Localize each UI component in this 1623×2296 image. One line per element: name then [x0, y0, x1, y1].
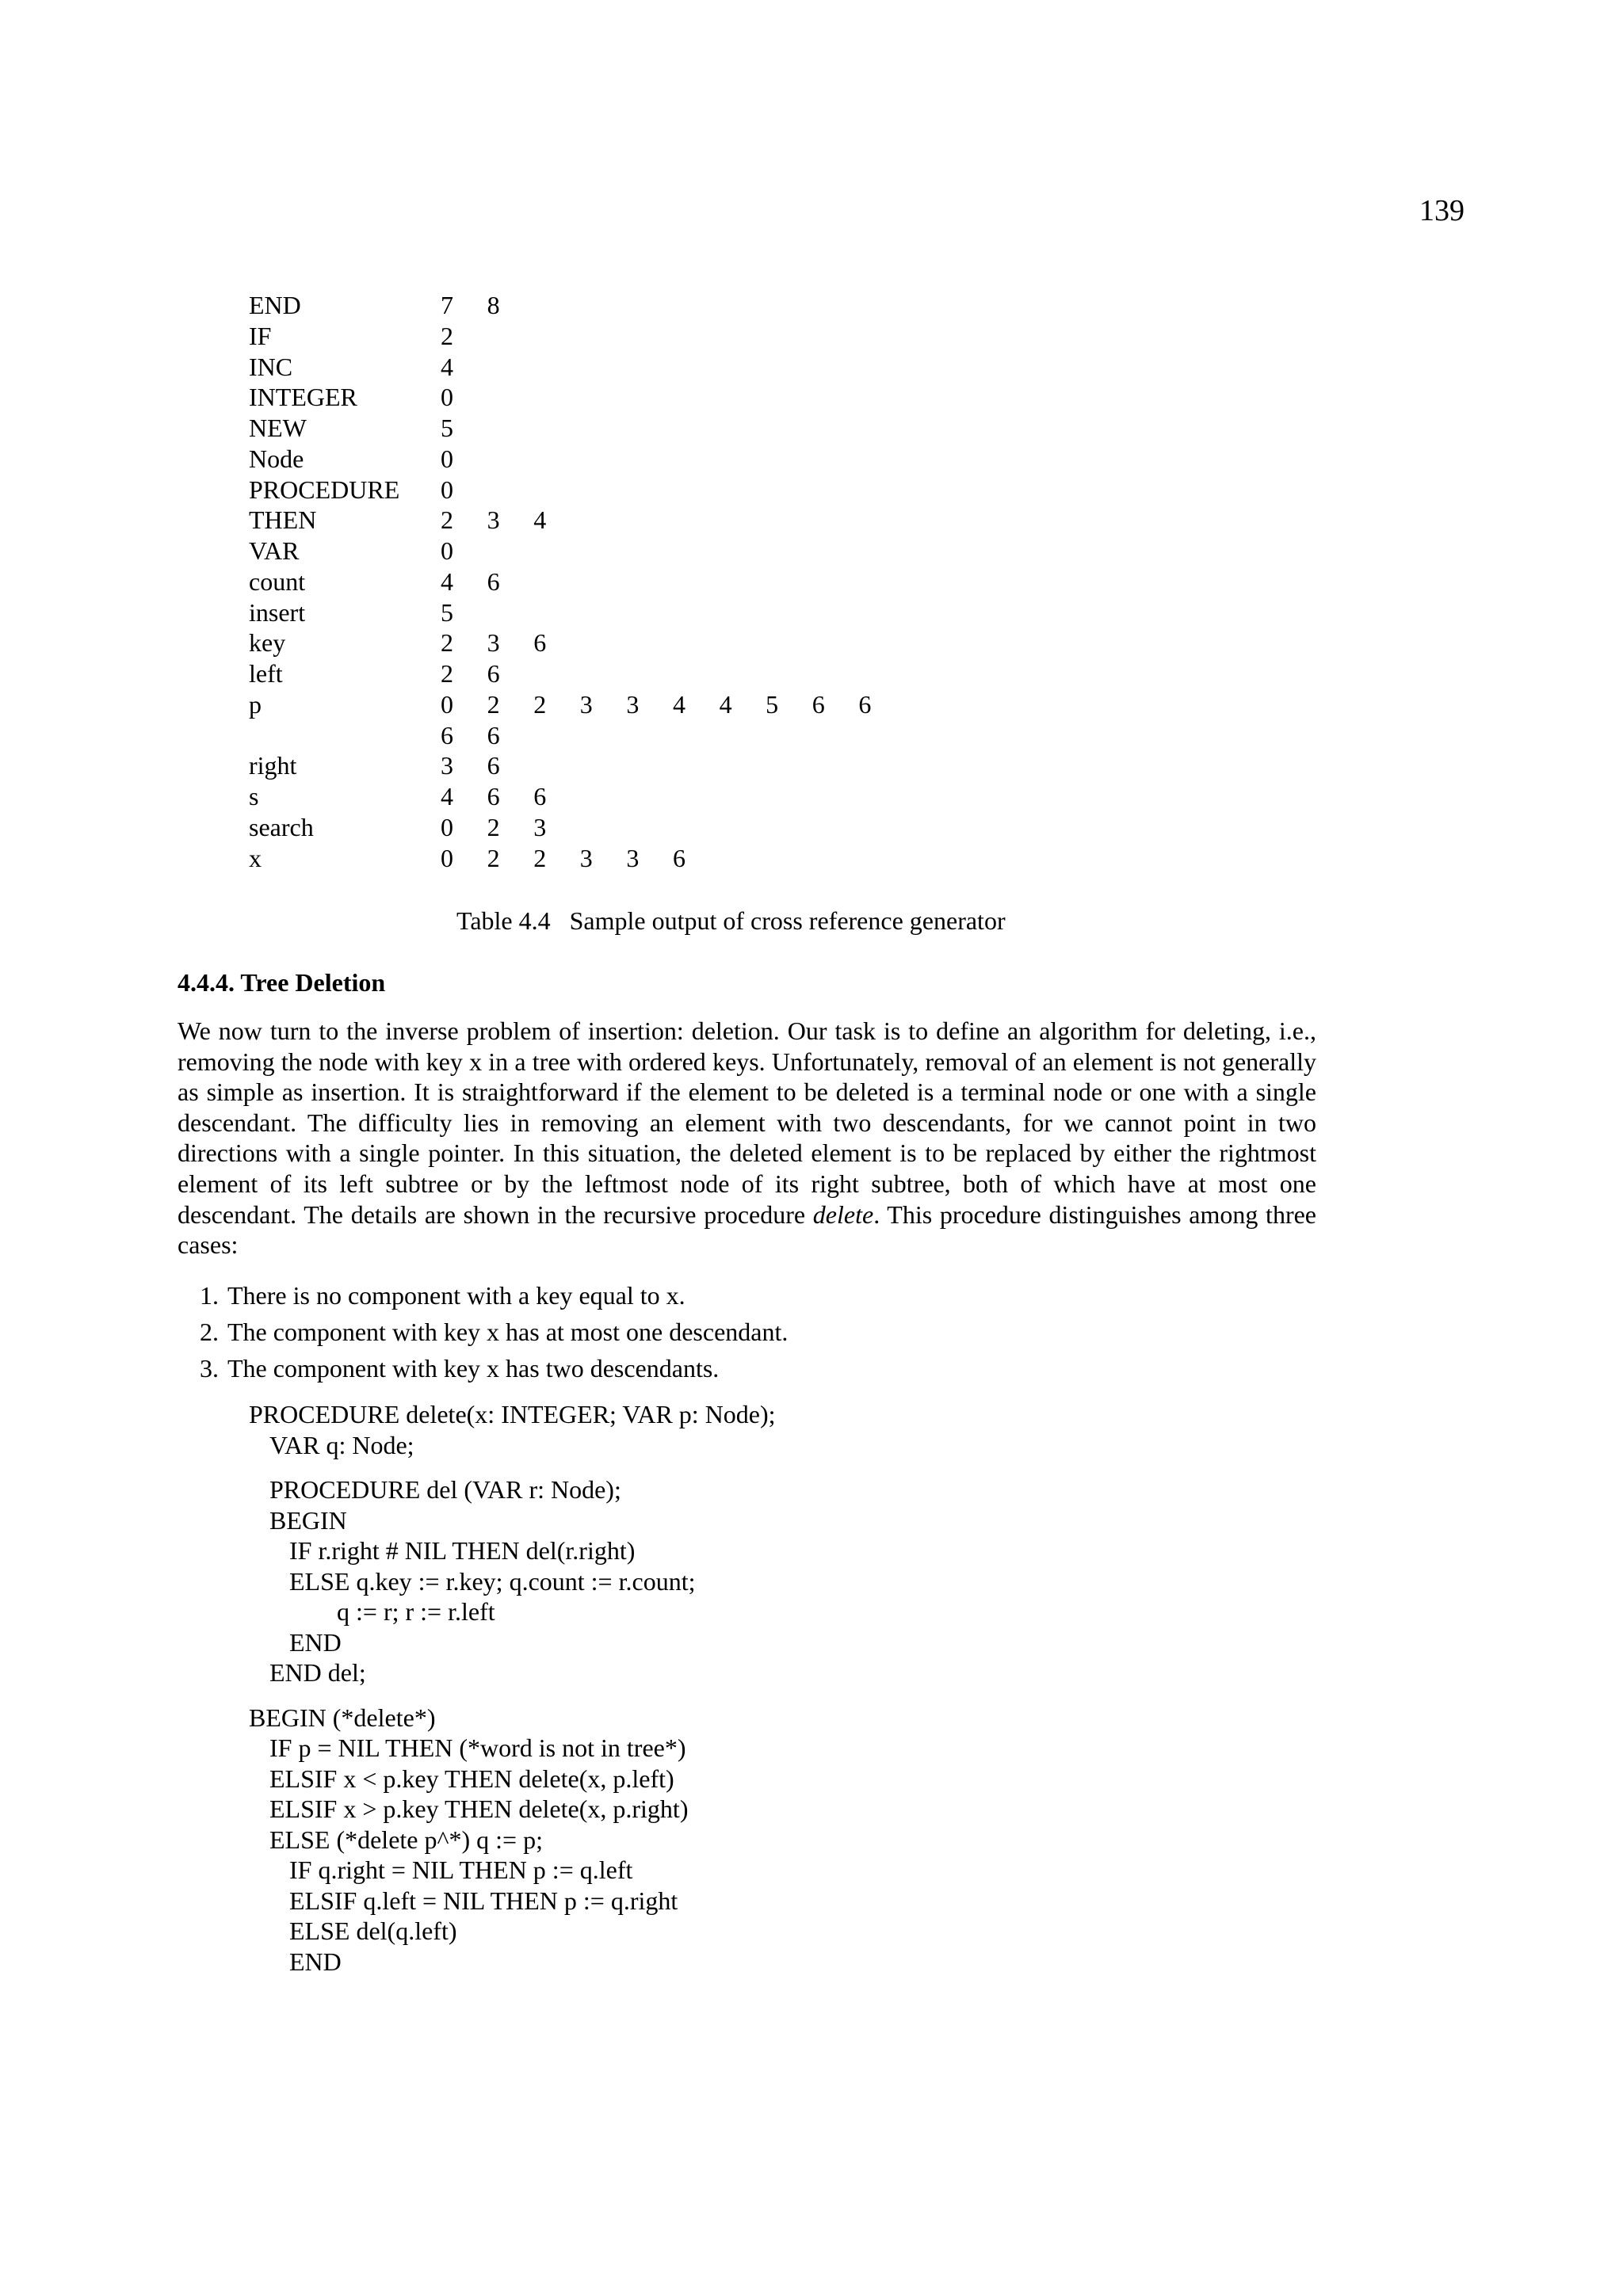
xref-line-number: 3 [487, 628, 500, 658]
xref-word: END [249, 291, 301, 319]
table-row [249, 505, 905, 536]
xref-word: insert [249, 597, 306, 627]
xref-line-number: 2 [487, 812, 500, 841]
xref-line-number: 4 [441, 782, 453, 810]
xref-line-numbers [441, 843, 720, 874]
xref-line-number: 0 [441, 812, 453, 841]
list-item [178, 1350, 788, 1386]
xref-line-number: 0 [441, 383, 453, 412]
xref-line-numbers [441, 290, 533, 321]
list-item-text: There is no component with a key equal to x. [227, 1281, 685, 1310]
xref-line-number: 6 [487, 751, 500, 780]
xref-line-number: 6 [533, 782, 547, 810]
xref-line-number: 2 [441, 321, 453, 350]
list-item [178, 1314, 788, 1350]
xref-word: INTEGER [249, 383, 357, 412]
table-row [249, 352, 905, 383]
table-row [249, 413, 905, 444]
xref-line-number: 3 [533, 812, 547, 841]
xref-line-number: 4 [441, 566, 453, 596]
table-row [249, 444, 905, 475]
xref-line-number: 2 [441, 505, 453, 535]
list-item-text: The component with key x has two descendants. [227, 1354, 720, 1383]
list-item-number: 1. [200, 1281, 219, 1310]
xref-line-number: 4 [719, 689, 732, 719]
paragraph-text-before: We now turn to the inverse problem of insertion: deletion. Our task is to define an algorithm for deleting, i.e., removing the node with key x in a tree with ordered keys. Unfortunately, removal of an element is not generally as simple as insertion. It is straightforward if the element to be deleted is a terminal node or one with a single descendant. The difficulty lies in removing an element with two descendants, for we cannot point in two directions with a single pointer. In this situation, the deleted element is to be replaced by either the rightmost element of its left subtree or by the leftmost node of its right subtree, both of which have at most one descendant. The details are shown in the recursive procedure [178, 1016, 1316, 1229]
xref-line-numbers [441, 352, 487, 383]
xref-line-number: 2 [533, 843, 547, 872]
xref-line-number: 6 [487, 720, 500, 749]
table-row [249, 382, 905, 413]
section-heading: 4.4.4. Tree Deletion [178, 968, 386, 997]
xref-word: PROCEDURE [249, 475, 400, 504]
code-block [249, 1399, 776, 1977]
xref-word: key [249, 628, 286, 658]
xref-line-number: 3 [579, 689, 593, 719]
xref-line-number: 0 [441, 475, 453, 504]
list-item-number: 2. [200, 1318, 219, 1346]
xref-line-number: 8 [487, 291, 500, 319]
table-row [249, 781, 905, 812]
paragraph-text-after: . This procedure distinguishes among three cases: [178, 1199, 1317, 1260]
table-row [249, 566, 905, 597]
xref-line-number: 6 [672, 843, 685, 872]
code-line: END [289, 1627, 342, 1657]
code-line: IF r.right # NIL THEN del(r.right) [289, 1536, 636, 1565]
xref-line-numbers [441, 812, 580, 843]
table-row [249, 321, 905, 352]
xref-line-number: 3 [626, 689, 640, 719]
code-line: END [289, 1947, 342, 1976]
table-row [249, 290, 905, 321]
code-line: END del; [269, 1658, 366, 1687]
table-row [249, 720, 905, 751]
code-line: ELSIF x < p.key THEN delete(x, p.left) [269, 1764, 674, 1793]
xref-line-number: 2 [441, 659, 453, 688]
xref-line-number: 7 [441, 291, 453, 319]
table-row [249, 843, 905, 874]
table-row [249, 658, 905, 689]
xref-word: NEW [249, 414, 307, 442]
code-line: ELSE q.key := r.key; q.count := r.count; [289, 1566, 696, 1596]
xref-line-numbers [441, 750, 533, 781]
xref-line-number: 0 [441, 843, 453, 872]
xref-line-numbers [441, 444, 487, 475]
code-line: IF p = NIL THEN (*word is not in tree*) [269, 1733, 686, 1762]
xref-line-numbers [441, 536, 487, 566]
xref-word: INC [249, 352, 293, 381]
code-line: BEGIN (*delete*) [249, 1703, 436, 1732]
xref-word: p [249, 689, 262, 719]
xref-line-number: 0 [441, 536, 453, 565]
xref-word: search [249, 812, 314, 841]
xref-line-number: 2 [533, 689, 547, 719]
table-row [249, 689, 905, 720]
page-number: 139 [1419, 194, 1465, 227]
xref-line-number: 0 [441, 444, 453, 473]
list-item-number: 3. [200, 1354, 219, 1383]
xref-word: x [249, 843, 262, 872]
code-line: q := r; r := r.left [337, 1597, 495, 1626]
xref-word: right [249, 751, 297, 780]
xref-line-number: 2 [441, 628, 453, 658]
xref-line-numbers [441, 475, 487, 505]
xref-line-number: 6 [487, 659, 500, 688]
xref-line-number: 5 [441, 414, 453, 442]
xref-line-number: 6 [858, 689, 872, 719]
xref-word: left [249, 659, 283, 688]
xref-line-number: 4 [533, 505, 547, 535]
xref-line-number: 6 [487, 566, 500, 596]
xref-line-number: 3 [626, 843, 640, 872]
xref-line-numbers [441, 781, 580, 812]
xref-word: count [249, 566, 306, 596]
table-row [249, 750, 905, 781]
code-line: IF q.right = NIL THEN p := q.left [289, 1855, 633, 1884]
xref-line-numbers [441, 505, 580, 536]
xref-word: IF [249, 321, 272, 350]
code-line: ELSE (*delete p^*) q := p; [269, 1825, 543, 1854]
case-list [178, 1277, 788, 1386]
list-item [178, 1277, 788, 1314]
xref-line-number: 4 [441, 352, 453, 381]
xref-line-number: 3 [487, 505, 500, 535]
table-row [249, 536, 905, 566]
xref-line-number: 5 [766, 689, 779, 719]
xref-line-number: 6 [812, 689, 825, 719]
xref-line-number: 6 [533, 628, 547, 658]
xref-line-numbers [441, 689, 905, 720]
xref-line-number: 2 [487, 689, 500, 719]
xref-line-number: 6 [441, 720, 453, 749]
xref-word: VAR [249, 536, 300, 565]
table-row [249, 627, 905, 658]
xref-line-number: 3 [579, 843, 593, 872]
xref-line-number: 0 [441, 689, 453, 719]
xref-word: Node [249, 444, 304, 473]
code-line: ELSIF q.left = NIL THEN p := q.right [289, 1886, 678, 1915]
code-spacer [249, 1460, 776, 1474]
xref-line-numbers [441, 720, 533, 751]
xref-line-numbers [441, 382, 487, 413]
code-spacer [249, 1688, 776, 1703]
list-item-text: The component with key x has at most one descendant. [227, 1318, 789, 1346]
code-line: ELSIF x > p.key THEN delete(x, p.right) [269, 1794, 689, 1823]
xref-line-numbers [441, 627, 580, 658]
xref-word: THEN [249, 505, 317, 535]
table-row [249, 812, 905, 843]
xref-line-numbers [441, 321, 487, 352]
xref-line-numbers [441, 597, 487, 628]
cross-reference-table [249, 290, 905, 873]
paragraph-emphasis: delete [812, 1199, 874, 1229]
table-caption: Table 4.4 Sample output of cross reference generator [456, 906, 1006, 935]
table-row [249, 475, 905, 505]
code-line: PROCEDURE del (VAR r: Node); [269, 1475, 621, 1504]
xref-line-numbers [441, 658, 533, 689]
body-paragraph [178, 1016, 1316, 1261]
xref-line-numbers [441, 413, 487, 444]
code-line: VAR q: Node; [269, 1430, 414, 1459]
xref-line-number: 2 [487, 843, 500, 872]
xref-line-numbers [441, 566, 533, 597]
table-row [249, 597, 905, 628]
xref-line-number: 5 [441, 597, 453, 627]
xref-line-number: 6 [487, 782, 500, 810]
xref-line-number: 3 [441, 751, 453, 780]
xref-line-number: 4 [672, 689, 685, 719]
code-line: ELSE del(q.left) [289, 1917, 457, 1945]
xref-word: s [249, 782, 259, 810]
code-line: BEGIN [269, 1505, 347, 1535]
code-line: PROCEDURE delete(x: INTEGER; VAR p: Node); [249, 1400, 776, 1428]
